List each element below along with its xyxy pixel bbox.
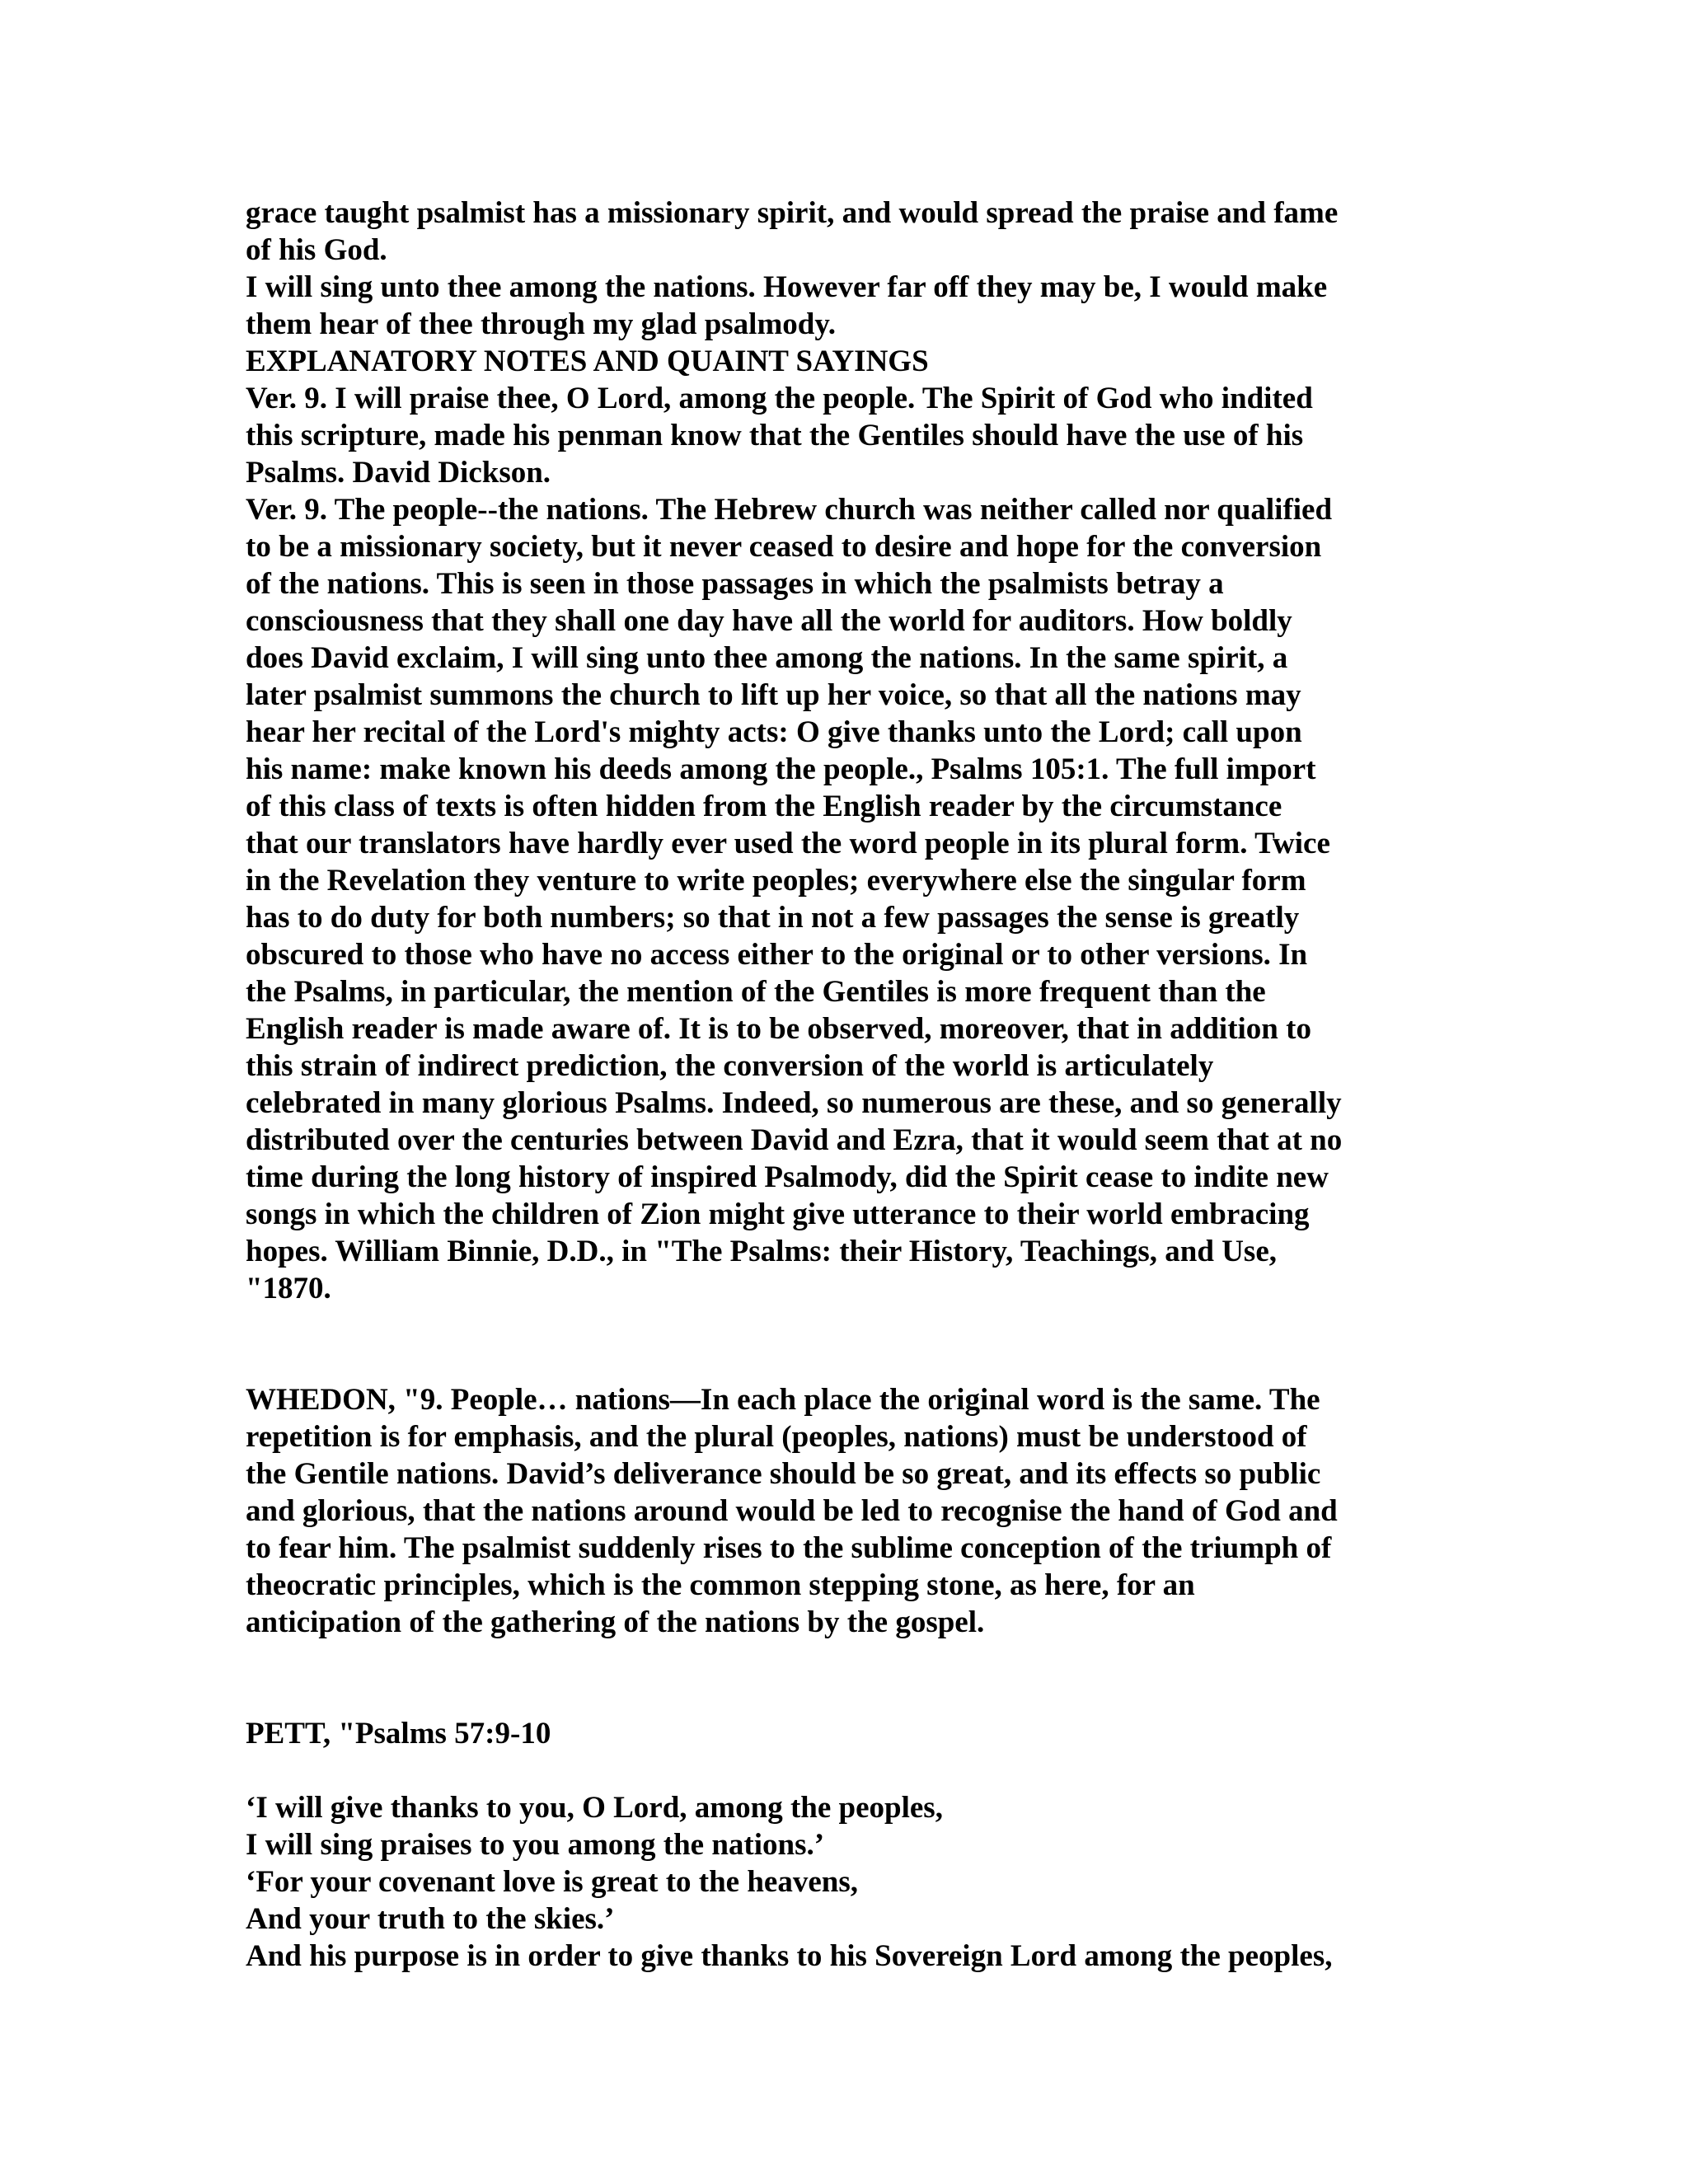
verse-line: ‘I will give thanks to you, O Lord, among the peoples, bbox=[246, 1791, 943, 1825]
blank-line bbox=[246, 1641, 1449, 1678]
text-line: repetition is for emphasis, and the plural (peoples, nations) must be understood of bbox=[246, 1420, 1307, 1454]
text-line: in the Revelation they venture to write peoples; everywhere else the singular form bbox=[246, 864, 1306, 898]
text-line: hopes. William Binnie, D.D., in "The Psalms: their History, Teachings, and Use, bbox=[246, 1235, 1277, 1268]
text-line: them hear of thee through my glad psalmody. bbox=[246, 307, 837, 341]
text-line: to fear him. The psalmist suddenly rises to the sublime conception of the triumph of bbox=[246, 1531, 1332, 1565]
text-line: distributed over the centuries between David and Ezra, that it would seem that at no bbox=[246, 1123, 1343, 1157]
text-line: this scripture, made his penman know that the Gentiles should have the use of his bbox=[246, 419, 1304, 452]
text-line: English reader is made aware of. It is to be observed, moreover, that in addition to bbox=[246, 1012, 1311, 1046]
text-line: has to do duty for both numbers; so that in not a few passages the sense is greatly bbox=[246, 901, 1300, 935]
text-line: this strain of indirect prediction, the conversion of the world is articulately bbox=[246, 1049, 1214, 1083]
text-line: consciousness that they shall one day have all the world for auditors. How boldly bbox=[246, 604, 1292, 638]
text-line: grace taught psalmist has a missionary spirit, and would spread the praise and fame bbox=[246, 196, 1339, 230]
verse-line: And your truth to the skies.’ bbox=[246, 1902, 615, 1936]
text-line: anticipation of the gathering of the nations by the gospel. bbox=[246, 1605, 985, 1639]
document-page bbox=[246, 194, 1449, 1975]
text-line: later psalmist summons the church to lift up her voice, so that all the nations may bbox=[246, 678, 1301, 712]
text-line: And his purpose is in order to give thanks to his Sovereign Lord among the peoples, bbox=[246, 1939, 1333, 1973]
text-line: of this class of texts is often hidden from the English reader by the circumstance bbox=[246, 790, 1282, 823]
text-line: Ver. 9. The people--the nations. The Hebrew church was neither called nor qualified bbox=[246, 493, 1333, 527]
text-line: "1870. bbox=[246, 1272, 331, 1305]
text-line: of the nations. This is seen in those passages in which the psalmists betray a bbox=[246, 567, 1224, 601]
blank-line bbox=[246, 1678, 1449, 1715]
text-line: does David exclaim, I will sing unto thee among the nations. In the same spirit, a bbox=[246, 641, 1288, 675]
text-line: I will sing unto thee among the nations. However far off they may be, I would make bbox=[246, 270, 1328, 304]
verse-line: I will sing praises to you among the nations.’ bbox=[246, 1828, 825, 1862]
text-line: to be a missionary society, but it never ceased to desire and hope for the conversion bbox=[246, 530, 1322, 564]
text-line: obscured to those who have no access either to the original or to other versions. In bbox=[246, 938, 1308, 972]
text-line: hear her recital of the Lord's mighty acts: O give thanks unto the Lord; call upon bbox=[246, 715, 1302, 749]
text-line: Psalms. David Dickson. bbox=[246, 456, 551, 490]
text-line: and glorious, that the nations around would be led to recognise the hand of God and bbox=[246, 1494, 1338, 1528]
text-line: songs in which the children of Zion might give utterance to their world embracing bbox=[246, 1197, 1310, 1231]
blank-line bbox=[246, 1307, 1449, 1344]
section-heading: EXPLANATORY NOTES AND QUAINT SAYINGS bbox=[246, 344, 929, 378]
text-line: the Psalms, in particular, the mention of the Gentiles is more frequent than the bbox=[246, 975, 1266, 1009]
text-line: theocratic principles, which is the common stepping stone, as here, for an bbox=[246, 1568, 1195, 1602]
text-line: Ver. 9. I will praise thee, O Lord, among the people. The Spirit of God who indited bbox=[246, 382, 1313, 415]
text-line: the Gentile nations. David’s deliverance should be so great, and its effects so public bbox=[246, 1457, 1321, 1491]
text-line: that our translators have hardly ever used the word people in its plural form. Twice bbox=[246, 827, 1330, 860]
blank-line bbox=[246, 1752, 1449, 1789]
verse-line: ‘For your covenant love is great to the heavens, bbox=[246, 1865, 858, 1899]
section-heading: PETT, "Psalms 57:9-10 bbox=[246, 1717, 551, 1750]
text-line: WHEDON, "9. People… nations—In each place the original word is the same. The bbox=[246, 1383, 1320, 1417]
text-line: celebrated in many glorious Psalms. Indeed, so numerous are these, and so generally bbox=[246, 1086, 1342, 1120]
text-line: his name: make known his deeds among the people., Psalms 105:1. The full import bbox=[246, 752, 1316, 786]
text-line: time during the long history of inspired Psalmody, did the Spirit cease to indite new bbox=[246, 1160, 1329, 1194]
text-line: of his God. bbox=[246, 233, 387, 267]
blank-line bbox=[246, 1344, 1449, 1381]
